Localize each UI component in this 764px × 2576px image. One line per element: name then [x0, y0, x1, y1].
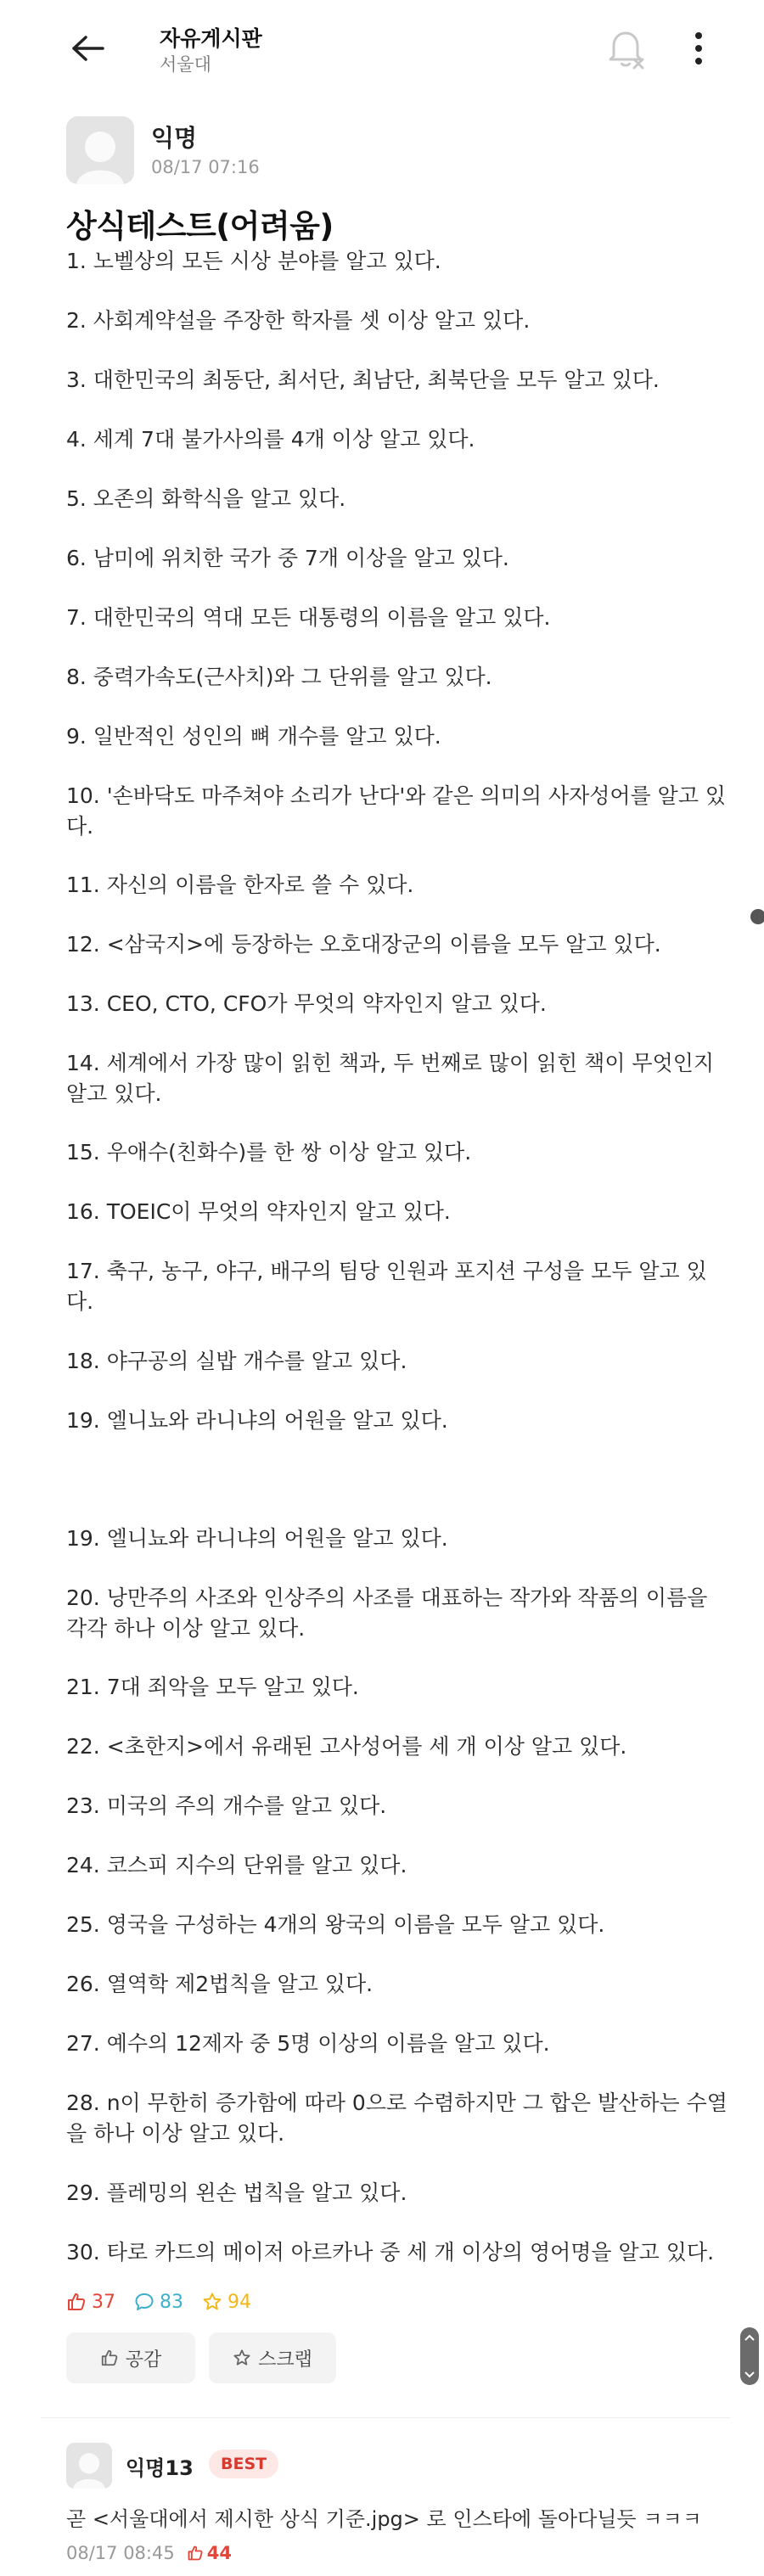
body-line: 15. 우애수(친화수)를 한 쌍 이상 알고 있다. — [66, 1140, 472, 1165]
comment-author-name: 익명13 — [126, 2456, 194, 2480]
default-profile-icon — [66, 116, 134, 184]
body-line: 1. 노벨상의 모든 시상 분야를 알고 있다. — [66, 249, 441, 273]
body-line: 7. 대한민국의 역대 모든 대통령의 이름을 알고 있다. — [66, 605, 551, 630]
body-line: 25. 영국을 구성하는 4개의 왕국의 이름을 모두 알고 있다. — [66, 1912, 605, 1937]
body-line: 30. 타로 카드의 메이저 아르카나 중 세 개 이상의 영어명을 알고 있다. — [66, 2240, 715, 2265]
body-line: 19. 엘니뇨와 라니냐의 어원을 알고 있다. — [66, 1526, 448, 1551]
body-line: 24. 코스피 지수의 단위를 알고 있다. — [66, 1853, 407, 1877]
comment-timestamp: 08/17 08:45 — [66, 2543, 175, 2563]
body-line: 17. 축구, 농구, 야구, 배구의 팀당 인원과 포지션 구성을 모두 알고 있 — [66, 1259, 707, 1283]
body-line: 12. <삼국지>에 등장하는 오호대장군의 이름을 모두 알고 있다. — [66, 932, 661, 957]
avatar — [66, 116, 134, 184]
body-line: 14. 세계에서 가장 많이 읽힌 책과, 두 번째로 많이 읽힌 책이 무엇인지 — [66, 1051, 715, 1075]
body-line: 21. 7대 죄악을 모두 알고 있다. — [66, 1675, 359, 1699]
body-line: 4. 세계 7대 불가사의를 4개 이상 알고 있다. — [66, 427, 475, 452]
body-line: 6. 남미에 위치한 국가 중 7개 이상을 알고 있다. — [66, 546, 509, 570]
scrap-count-value: 94 — [228, 2291, 251, 2313]
body-line: 16. TOEIC이 무엇의 약자인지 알고 있다. — [66, 1199, 451, 1224]
body-line: 22. <초한지>에서 유래된 고사성어를 세 개 이상 알고 있다. — [66, 1734, 627, 1759]
like-button-label: 공감 — [125, 2349, 162, 2371]
body-line: 2. 사회계약설을 주장한 학자를 셋 이상 알고 있다. — [66, 308, 531, 333]
board-subtitle: 서울대 — [160, 54, 211, 75]
post-title: 상식테스트(어려움) — [66, 208, 334, 244]
back-button[interactable] — [66, 27, 109, 70]
thumbs-up-icon — [100, 2349, 119, 2367]
body-line: 29. 플레밍의 왼손 법칙을 알고 있다. — [66, 2180, 407, 2205]
chevron-up-icon — [744, 2334, 755, 2341]
star-icon — [202, 2292, 222, 2312]
body-line: 27. 예수의 12제자 중 5명 이상의 이름을 알고 있다. — [66, 2031, 550, 2056]
star-icon — [233, 2349, 251, 2367]
body-line: 28. n이 무한히 증가함에 따라 0으로 수렴하지만 그 합은 발산하는 수열 — [66, 2091, 727, 2115]
notification-toggle-button[interactable] — [604, 25, 647, 71]
best-badge: BEST — [209, 2450, 278, 2478]
comment-count-value: 83 — [160, 2291, 183, 2313]
top-app-bar — [0, 0, 764, 93]
body-line: 26. 열역학 제2법칙을 알고 있다. — [66, 1972, 374, 1996]
like-button[interactable] — [66, 2332, 195, 2383]
body-line: 11. 자신의 이름을 한자로 쓸 수 있다. — [66, 873, 414, 897]
comment-count — [134, 2292, 183, 2313]
body-line: 20. 낭만주의 사조와 인상주의 사조를 대표하는 작가와 작품의 이름을 — [66, 1585, 708, 1610]
scrap-button[interactable] — [209, 2332, 336, 2383]
best-comment — [66, 2443, 728, 2570]
body-line: 10. '손바닥도 마주쳐야 소리가 난다'와 같은 의미의 사자성어를 알고 있 — [66, 783, 727, 808]
scrap-button-label: 스크랩 — [258, 2349, 312, 2371]
more-vertical-icon — [694, 31, 703, 65]
body-line: 알고 있다. — [66, 1081, 162, 1106]
like-count — [66, 2292, 115, 2313]
body-line: 8. 중력가속도(근사치)와 그 단위를 알고 있다. — [66, 665, 492, 689]
post-timestamp: 08/17 07:16 — [151, 157, 260, 177]
comment-text: 곧 <서울대에서 제시한 상식 기준.jpg> 로 인스타에 돌아다닐듯 ㅋㅋㅋ — [66, 2507, 702, 2531]
speech-bubble-icon — [134, 2292, 154, 2312]
body-line: 19. 엘니뇨와 라니냐의 어원을 알고 있다. — [66, 1408, 448, 1433]
bell-off-icon — [605, 27, 646, 70]
body-line: 을 하나 이상 알고 있다. — [66, 2121, 285, 2146]
comments-divider — [41, 2417, 730, 2418]
body-line: 13. CEO, CTO, CFO가 무엇의 약자인지 알고 있다. — [66, 991, 547, 1016]
comment-like-value: 44 — [206, 2543, 232, 2563]
body-line: 23. 미국의 주의 개수를 알고 있다. — [66, 1793, 387, 1818]
body-line: 9. 일반적인 성인의 뼈 개수를 알고 있다. — [66, 724, 441, 749]
body-line: 다. — [66, 814, 94, 839]
default-profile-icon — [66, 2443, 112, 2489]
scrap-count — [202, 2292, 251, 2313]
body-line: 5. 오존의 화학식을 알고 있다. — [66, 486, 346, 511]
post-actions — [66, 2332, 350, 2383]
more-options-button[interactable] — [686, 25, 711, 71]
body-line: 3. 대한민국의 최동단, 최서단, 최남단, 최북단을 모두 알고 있다. — [66, 368, 660, 392]
avatar — [66, 2443, 112, 2489]
comment-meta — [66, 2543, 232, 2563]
arrow-left-icon — [70, 35, 104, 62]
post-stats — [66, 2287, 270, 2317]
body-line: 각각 하나 이상 알고 있다. — [66, 1616, 306, 1641]
comment-like-count[interactable] — [187, 2543, 232, 2563]
scroll-position-marker[interactable] — [750, 909, 764, 924]
post-author-name: 익명 — [151, 124, 198, 152]
thumbs-up-icon — [187, 2545, 204, 2562]
like-count-value: 37 — [92, 2291, 115, 2313]
body-line: 18. 야구공의 실밥 개수를 알고 있다. — [66, 1349, 407, 1373]
body-line: 다. — [66, 1289, 94, 1314]
chevron-down-icon — [744, 2371, 755, 2378]
thumbs-up-icon — [66, 2292, 87, 2312]
post-author-block — [66, 116, 660, 188]
board-title: 자유게시판 — [160, 26, 262, 51]
scroll-handle[interactable] — [740, 2327, 759, 2385]
